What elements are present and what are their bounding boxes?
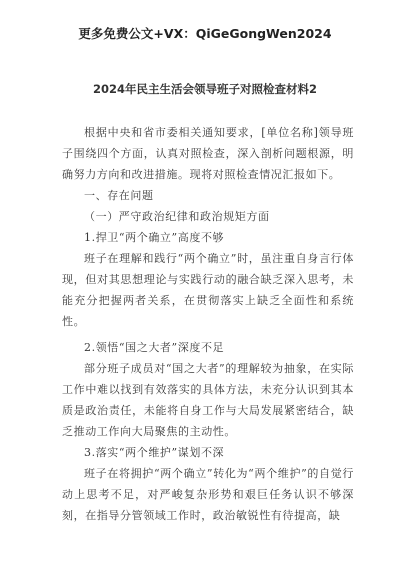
- item-heading: 2.领悟“国之大者”深度不足: [84, 341, 225, 354]
- item-heading: 3.落实“两个维护”谋划不深: [84, 446, 225, 459]
- document-title: 2024年民主生活会领导班子对照检查材料2: [92, 82, 317, 96]
- document-body: [62, 122, 354, 526]
- intro-paragraph: 根据中央和省市委相关通知要求，[单位名称]领导班子围绕四个方面，认真对照检查，深入剖析问题根源，明确努力方向和改进措施。现将对照检查情况汇报如下。: [62, 126, 354, 181]
- watermark-text: 更多免费公文+VX：QiGeGongWen2024: [78, 26, 332, 41]
- item-paragraph: 部分班子成员对“国之大者”的理解较为抽象，在实际工作中难以找到有效落实的具体方法，未充分认识到其本质是政治责任，未能将自身工作与大局发展紧密结合，缺乏推动工作向大局聚焦的主动性。: [62, 362, 354, 438]
- subsection-heading: （一）严守政治纪律和政治规矩方面: [84, 210, 270, 223]
- item-paragraph: 班子在将拥护“两个确立”转化为“两个维护”的自觉行动上思考不足，对严峻复杂形势和艰巨任务认识不够深刻，在指导分管领域工作时，政治敏锐性有待提高，缺: [62, 467, 354, 522]
- item-heading: 1.捍卫“两个确立”高度不够: [84, 231, 225, 244]
- item-paragraph: 班子在理解和践行“两个确立”时，虽注重自身言行体现，但对其思想理论与实践行动的融合缺乏深入思考，未能充分把握两者关系，在贯彻落实上缺乏全面性和系统性。: [62, 252, 354, 328]
- section-heading: 一、存在问题: [84, 189, 154, 202]
